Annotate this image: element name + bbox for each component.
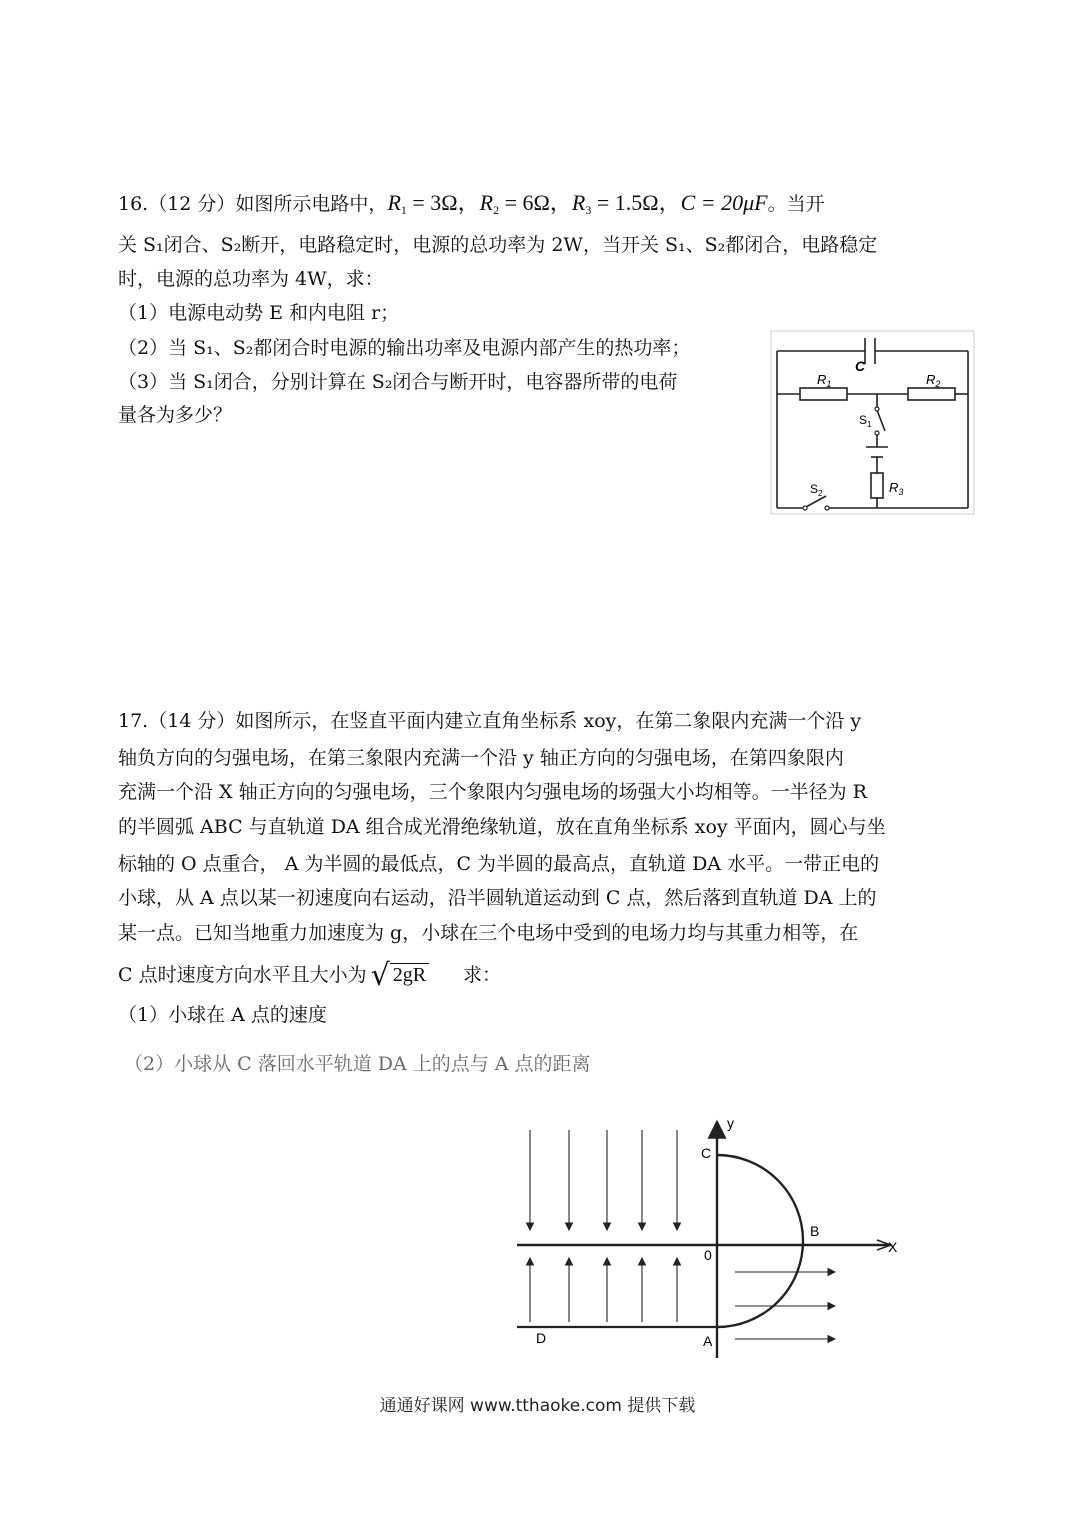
q17-line-7: 某一点。已知当地重力加速度为 g，小球在三个电场中受到的电场力均与其重力相等，在 <box>118 922 859 944</box>
switch-s2 <box>806 496 826 507</box>
q16-part-3-cont: 量各为多少？ <box>118 404 233 426</box>
field-arrows-quadrant-2 <box>530 1130 677 1230</box>
q16-intro: 16.（12 分）如图所示电路中， <box>118 193 388 215</box>
q17-line-5: 标轴的 O 点重合， A 为半圆的最低点，C 为半圆的最高点，直轨道 DA 水平。一带正电的 <box>118 853 880 875</box>
q16-line-1 <box>118 190 825 223</box>
q17-line-2: 轴负方向的匀强电场，在第三象限内充满一个沿 y 轴正方向的匀强电场，在第四象限内 <box>118 747 844 769</box>
r3-symbol: $R_3$ <box>571 190 592 217</box>
resistor-r1 <box>800 388 847 400</box>
r1-symbol: $R_1$ <box>387 190 407 217</box>
r3-value: = 1.5Ω， <box>591 190 681 215</box>
q17-part-1: （1）小球在 A 点的速度 <box>118 1004 327 1026</box>
q17-line-4: 的半圆弧 ABC 与直轨道 DA 组合成光滑绝缘轨道，放在直角坐标系 xoy 平面内，圆心与坐 <box>118 816 886 838</box>
label-s2: $S_2$ <box>810 482 823 498</box>
q16-intro-end: 。当开 <box>767 193 825 215</box>
q17-line-8-end: 求： <box>463 964 502 986</box>
q17-part-2: （2）小球从 C 落回水平轨道 DA 上的点与 A 点的距离 <box>124 1053 591 1075</box>
q16-line-3: 时，电源的总功率为 4W，求： <box>118 268 384 290</box>
q17-line-8-start: C 点时速度方向水平且大小为 <box>118 964 367 986</box>
label-r1: $R_1$ <box>817 372 832 389</box>
r1-value: = 3Ω， <box>406 190 480 215</box>
q16-part-3: （3）当 S₁闭合，分别计算在 S₂闭合与断开时，电容器所带的电荷 <box>118 371 678 393</box>
r2-symbol: $R_2$ <box>479 190 500 217</box>
field-arrows-quadrant-3 <box>530 1258 677 1322</box>
label-r3: $R_3$ <box>889 480 904 497</box>
circuit-diagram <box>770 330 975 515</box>
label-b-point: B <box>810 1223 820 1239</box>
semicircle-abc <box>717 1155 803 1327</box>
resistor-r2 <box>908 388 955 400</box>
label-d-point: D <box>536 1330 547 1346</box>
label-c-point: C <box>701 1145 712 1161</box>
sqrt-radicand: 2gR <box>390 963 429 986</box>
q16-part-2: （2）当 S₁、S₂都闭合时电源的输出功率及电源内部产生的热功率； <box>118 337 691 359</box>
label-a-point: A <box>703 1333 713 1349</box>
q17-line-1: 17.（14 分）如图所示，在竖直平面内建立直角坐标系 xoy，在第二象限内充满一个沿 y <box>118 710 862 732</box>
label-c: C <box>855 358 866 374</box>
label-x: X <box>888 1239 898 1255</box>
q16-line-2: 关 S₁闭合、S₂断开，电路稳定时，电源的总功率为 2W，当开关 S₁、S₂都闭合，电路稳定 <box>118 234 878 256</box>
field-arrows-quadrant-4 <box>735 1272 835 1339</box>
resistor-r3 <box>871 473 883 498</box>
q17-line-3: 充满一个沿 X 轴正方向的匀强电场，三个象限内匀强电场的场强大小均相等。一半径为 R <box>118 781 867 803</box>
label-s1: $S_1$ <box>859 413 872 429</box>
q17-line-6: 小球，从 A 点以某一初速度向右运动，沿半圆轨道运动到 C 点，然后落到直轨道 DA 上的 <box>118 887 877 909</box>
sqrt-expression: √ 2gR <box>371 962 429 988</box>
label-y: y <box>727 1115 734 1131</box>
field-diagram <box>505 1110 915 1360</box>
q17-line-8 <box>118 958 502 993</box>
capacitance-value: C = 20μF <box>680 190 768 215</box>
footer-credit: 通通好课网 www.tthaoke.com 提供下载 <box>379 1396 696 1416</box>
r2-value: = 6Ω， <box>499 190 572 215</box>
label-o-point: 0 <box>704 1247 712 1263</box>
switch-s1 <box>877 410 885 431</box>
label-r2: $R_2$ <box>926 372 941 389</box>
q16-part-1: （1）电源电动势 E 和内电阻 r； <box>118 302 400 324</box>
